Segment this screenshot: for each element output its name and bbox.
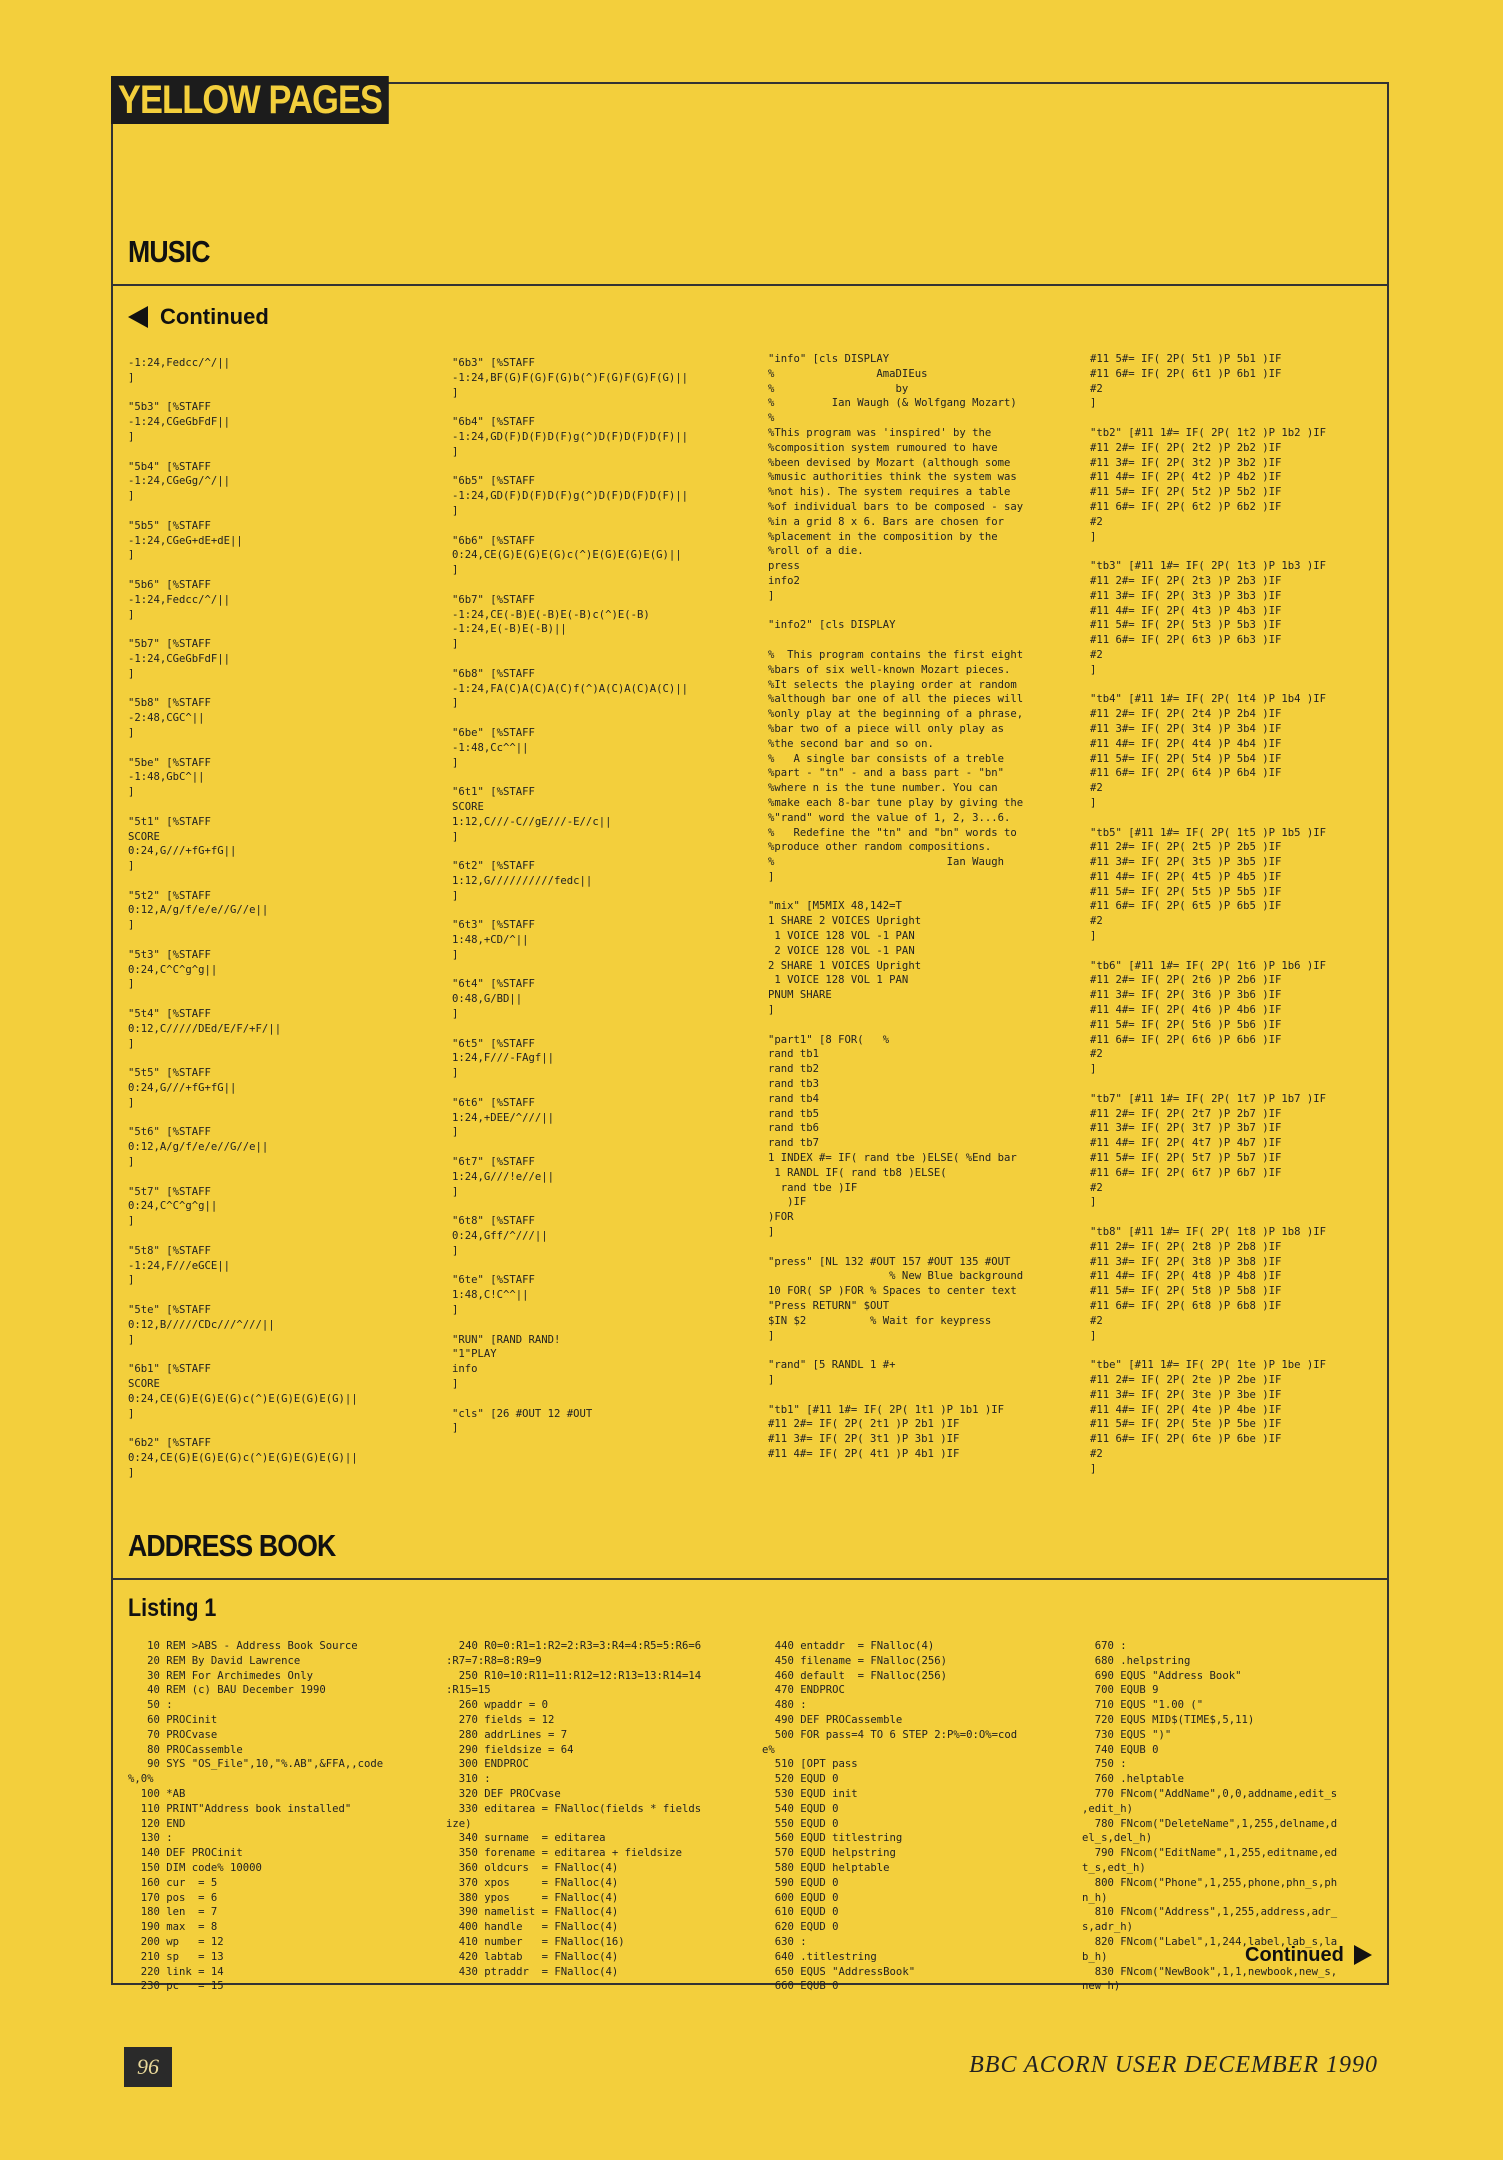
section-title-address-book: ADDRESS BOOK bbox=[128, 1528, 336, 1563]
music-listing-column-1: -1:24,Fedcc/^/|| ] "5b3" [%STAFF -1:24,CGeGbFdF|| ] "5b4" [%STAFF -1:24,CGeGg/^/|| ] "5b5" [%STAFF -1:24,CGeG+dE+dE|| ] "5b6" [%STAFF -1:24,Fedcc/^/|| ] "5b7" [%STAFF -1:24,CGeGbFdF|| ] "5b8" [%STAFF -2:48,CGC^|| ] "5be" [%STAFF -1:48,GbC^|| ] "5t1" [%STAFF SCORE 0:24,G///+fG+fG|| ] "5t2" [%STAFF 0:12,A/g/f/e/e//G//e|| ] "5t3" [%STAFF 0:24,C^C^g^g|| ] "5t4" [%STAFF 0:12,C/////DEd/E/F/+F/|| ] "5t5" [%STAFF 0:24,G///+fG+fG|| ] "5t6" [%STAFF 0:12,A/g/f/e/e//G//e|| ] "5t7" [%STAFF 0:24,C^C^g^g|| ] "5t8" [%STAFF -1:24,F///eGCE|| ] "5te" [%STAFF 0:12,B/////CDc///^///|| ] "6b1" [%STAFF SCORE 0:24,CE(G)E(G)E(G)c(^)E(G)E(G)E(G)|| ] "6b2" [%STAFF 0:24,CE(G)E(G)E(G)c(^)E(G)E(G)E(G)|| ] bbox=[128, 357, 358, 1479]
continued-label: Continued bbox=[160, 304, 269, 329]
section-divider bbox=[111, 284, 1389, 286]
continued-from-previous bbox=[128, 300, 269, 334]
section-divider bbox=[111, 1578, 1389, 1580]
address-listing-column-2: 240 R0=0:R1=1:R2=2:R3=3:R4=4:R5=5:R6=6 :R7=7:R8=8:R9=9 250 R10=10:R11=11:R12=12:R13=13:R14=14 :R15=15 260 wpaddr = 0 270 fields = 12 280 addrLines = 7 290 fieldsize = 64 300 ENDPROC 310 : 320 DEF PROCvase 330 editarea = FNalloc(fields * fields ize) 340 surname = editarea 350 forename = editarea + fieldsize 360 oldcurs = FNalloc(4) 370 xpos = FNalloc(4) 380 ypos = FNalloc(4) 390 namelist = FNalloc(4) 400 handle = FNalloc(4) 410 number = FNalloc(16) 420 labtab = FNalloc(4) 430 ptraddr = FNalloc(4) bbox=[446, 1640, 702, 1978]
arrow-right-icon bbox=[1354, 1945, 1372, 1965]
address-listing-column-1: 10 REM >ABS - Address Book Source 20 REM By David Lawrence 30 REM For Archimedes Only 40 REM (c) BAU December 1990 50 : 60 PROCinit 70 PROCvase 80 PROCassemble 90 SYS "OS_File",10,"%.AB",&FFA,,code %,0% 100 *AB 110 PRINT"Address book installed" 120 END 130 : 140 DEF PROCinit 150 DIM code% 10000 160 cur = 5 170 pos = 6 180 len = 7 190 max = 8 200 wp = 12 210 sp = 13 220 link = 14 230 pc = 15 bbox=[128, 1640, 384, 1993]
address-listing-column-3: 440 entaddr = FNalloc(4) 450 filename = FNalloc(256) 460 default = FNalloc(256) 470 ENDPROC 480 : 490 DEF PROCassemble 500 FOR pass=4 TO 6 STEP 2:P%=0:O%=cod e% 510 [OPT pass 520 EQUD 0 530 EQUD init 540 EQUD 0 550 EQUD 0 560 EQUD titlestring 570 EQUD helpstring 580 EQUD helptable 590 EQUD 0 600 EQUD 0 610 EQUD 0 620 EQUD 0 630 : 640 .titlestring 650 EQUS "AddressBook" 660 EQUB 0 bbox=[762, 1640, 1018, 1993]
music-listing-column-4: #11 5#= IF( 2P( 5t1 )P 5b1 )IF #11 6#= IF( 2P( 6t1 )P 6b1 )IF #2 ] "tb2" [#11 1#= IF( 2P( 1t2 )P 1b2 )IF #11 2#= IF( 2P( 2t2 )P 2b2 )IF #11 3#= IF( 2P( 3t2 )P 3b2 )IF #11 4#= IF( 2P( 4t2 )P 4b2 )IF #11 5#= IF( 2P( 5t2 )P 5b2 )IF #11 6#= IF( 2P( 6t2 )P 6b2 )IF #2 ] "tb3" [#11 1#= IF( 2P( 1t3 )P 1b3 )IF #11 2#= IF( 2P( 2t3 )P 2b3 )IF #11 3#= IF( 2P( 3t3 )P 3b3 )IF #11 4#= IF( 2P( 4t3 )P 4b3 )IF #11 5#= IF( 2P( 5t3 )P 5b3 )IF #11 6#= IF( 2P( 6t3 )P 6b3 )IF #2 ] "tb4" [#11 1#= IF( 2P( 1t4 )P 1b4 )IF #11 2#= IF( 2P( 2t4 )P 2b4 )IF #11 3#= IF( 2P( 3t4 )P 3b4 )IF #11 4#= IF( 2P( 4t4 )P 4b4 )IF #11 5#= IF( 2P( 5t4 )P 5b4 )IF #11 6#= IF( 2P( 6t4 )P 6b4 )IF #2 ] "tb5" [#11 1#= IF( 2P( 1t5 )P 1b5 )IF #11 2#= IF( 2P( 2t5 )P 2b5 )IF #11 3#= IF( 2P( 3t5 )P 3b5 )IF #11 4#= IF( 2P( 4t5 )P 4b5 )IF #11 5#= IF( 2P( 5t5 )P 5b5 )IF #11 6#= IF( 2P( 6t5 )P 6b5 )IF #2 ] "tb6" [#11 1#= IF( 2P( 1t6 )P 1b6 )IF #11 2#= IF( 2P( 2t6 )P 2b6 )IF #11 3#= IF( 2P( 3t6 )P 3b6 )IF #11 4#= IF( 2P( 4t6 )P 4b6 )IF #11 5#= IF( 2P( 5t6 )P 5b6 )IF #11 6#= IF( 2P( 6t6 )P 6b6 )IF #2 ] "tb7" [#11 1#= IF( 2P( 1t7 )P 1b7 )IF #11 2#= IF( 2P( 2t7 )P 2b7 )IF #11 3#= IF( 2P( 3t7 )P 3b7 )IF #11 4#= IF( 2P( 4t7 )P 4b7 )IF #11 5#= IF( 2P( 5t7 )P 5b7 )IF #11 6#= IF( 2P( 6t7 )P 6b7 )IF #2 ] "tb8" [#11 1#= IF( 2P( 1t8 )P 1b8 )IF #11 2#= IF( 2P( 2t8 )P 2b8 )IF #11 3#= IF( 2P( 3t8 )P 3b8 )IF #11 4#= IF( 2P( 4t8 )P 4b8 )IF #11 5#= IF( 2P( 5t8 )P 5b8 )IF #11 6#= IF( 2P( 6t8 )P 6b8 )IF #2 ] "tbe" [#11 1#= IF( 2P( 1te )P 1be )IF #11 2#= IF( 2P( 2te )P 2be )IF #11 3#= IF( 2P( 3te )P 3be )IF #11 4#= IF( 2P( 4te )P 4be )IF #11 5#= IF( 2P( 5te )P 5be )IF #11 6#= IF( 2P( 6te )P 6be )IF #2 ] bbox=[1090, 353, 1326, 1475]
continued-next bbox=[1245, 1940, 1372, 1970]
section-title-music: MUSIC bbox=[128, 234, 210, 269]
listing-title: Listing 1 bbox=[128, 1594, 217, 1622]
arrow-left-icon bbox=[128, 306, 148, 328]
magazine-footer: BBC ACORN USER DECEMBER 1990 bbox=[969, 2052, 1378, 2078]
address-listing-column-4: 670 : 680 .helpstring 690 EQUS "Address Book" 700 EQUB 9 710 EQUS "1.00 (" 720 EQUS MID$(TIME$,5,11) 730 EQUS ")" 740 EQUB 0 750 : 760 .helptable 770 FNcom("AddName",0,0,addname,edit_s ,edit_h) 780 FNcom("DeleteName",1,255,delname,d el_s,del_h) 790 FNcom("EditName",1,255,editname,ed t_s,edt_h) 800 FNcom("Phone",1,255,phone,phn_s,ph n_h) 810 FNcom("Address",1,255,address,adr_ s,adr_h) 820 FNcom("Label",1,244,label,lab_s,la b_h) 830 FNcom("NewBook",1,1,newbook,new_s, new h) bbox=[1082, 1640, 1338, 1993]
masthead-title: YELLOW PAGES bbox=[111, 76, 389, 124]
page-number: 96 bbox=[124, 2047, 172, 2087]
continued-label: Continued bbox=[1245, 1943, 1344, 1966]
music-listing-column-3: "info" [cls DISPLAY % AmaDIEus % by % Ian Waugh (& Wolfgang Mozart) % %This program was 'inspired' by the %composition system rumoured to have %been devised by Mozart (although some %music authorities think the system was %not his). The system requires a table %of individual bars to be composed - say %in a grid 8 x 6. Bars are chosen for %placement in the composition by the %roll of a die. press info2 ] "info2" [cls DISPLAY % This program contains the first eight %bars of six well-known Mozart pieces. %It selects the playing order at random %although bar one of all the pieces will %only play at the beginning of a phrase, %bar two of a piece will only play as %the second bar and so on. % A single bar consists of a treble %part - "tn" - and a bass part - "bn" %where n is the tune number. You can %make each 8-bar tune play by giving the %"rand" word the value of 1, 2, 3...6. % Redefine the "tn" and "bn" words to %produce other random compositions. % Ian Waugh ] "mix" [M5MIX 48,142=T 1 SHARE 2 VOICES Upright 1 VOICE 128 VOL -1 PAN 2 VOICE 128 VOL -1 PAN 2 SHARE 1 VOICES Upright 1 VOICE 128 VOL 1 PAN PNUM SHARE ] "part1" [8 FOR( % rand tb1 rand tb2 rand tb3 rand tb4 rand tb5 rand tb6 rand tb7 1 INDEX #= IF( rand tbe )ELSE( %End bar 1 RANDL IF( rand tb8 )ELSE( rand tbe )IF )IF )FOR ] "press" [NL 132 #OUT 157 #OUT 135 #OUT % New Blue background 10 FOR( SP )FOR % Spaces to center text "Press RETURN" $OUT $IN $2 % Wait for keypress ] "rand" [5 RANDL 1 #+ ] "tb1" [#11 1#= IF( 2P( 1t1 )P 1b1 )IF #11 2#= IF( 2P( 2t1 )P 2b1 )IF #11 3#= IF( 2P( 3t1 )P 3b1 )IF #11 4#= IF( 2P( 4t1 )P 4b1 )IF bbox=[768, 353, 1024, 1460]
music-listing-column-2: "6b3" [%STAFF -1:24,BF(G)F(G)F(G)b(^)F(G)F(G)F(G)|| ] "6b4" [%STAFF -1:24,GD(F)D(F)D(F)g(^)D(F)D(F)D(F)|| ] "6b5" [%STAFF -1:24,GD(F)D(F)D(F)g(^)D(F)D(F)D(F)|| ] "6b6" [%STAFF 0:24,CE(G)E(G)E(G)c(^)E(G)E(G)E(G)|| ] "6b7" [%STAFF -1:24,CE(-B)E(-B)E(-B)c(^)E(-B) -1:24,E(-B)E(-B)|| ] "6b8" [%STAFF -1:24,FA(C)A(C)A(C)f(^)A(C)A(C)A(C)|| ] "6be" [%STAFF -1:48,Cc^^|| ] "6t1" [%STAFF SCORE 1:12,C///-C//gE///-E//c|| ] "6t2" [%STAFF 1:12,G//////////fedc|| ] "6t3" [%STAFF 1:48,+CD/^|| ] "6t4" [%STAFF 0:48,G/BD|| ] "6t5" [%STAFF 1:24,F///-FAgf|| ] "6t6" [%STAFF 1:24,+DEE/^///|| ] "6t7" [%STAFF 1:24,G///!e//e|| ] "6t8" [%STAFF 0:24,Gff/^///|| ] "6te" [%STAFF 1:48,C!C^^|| ] "RUN" [RAND RAND! "1"PLAY info ] "cls" [26 #OUT 12 #OUT ] bbox=[452, 357, 688, 1435]
